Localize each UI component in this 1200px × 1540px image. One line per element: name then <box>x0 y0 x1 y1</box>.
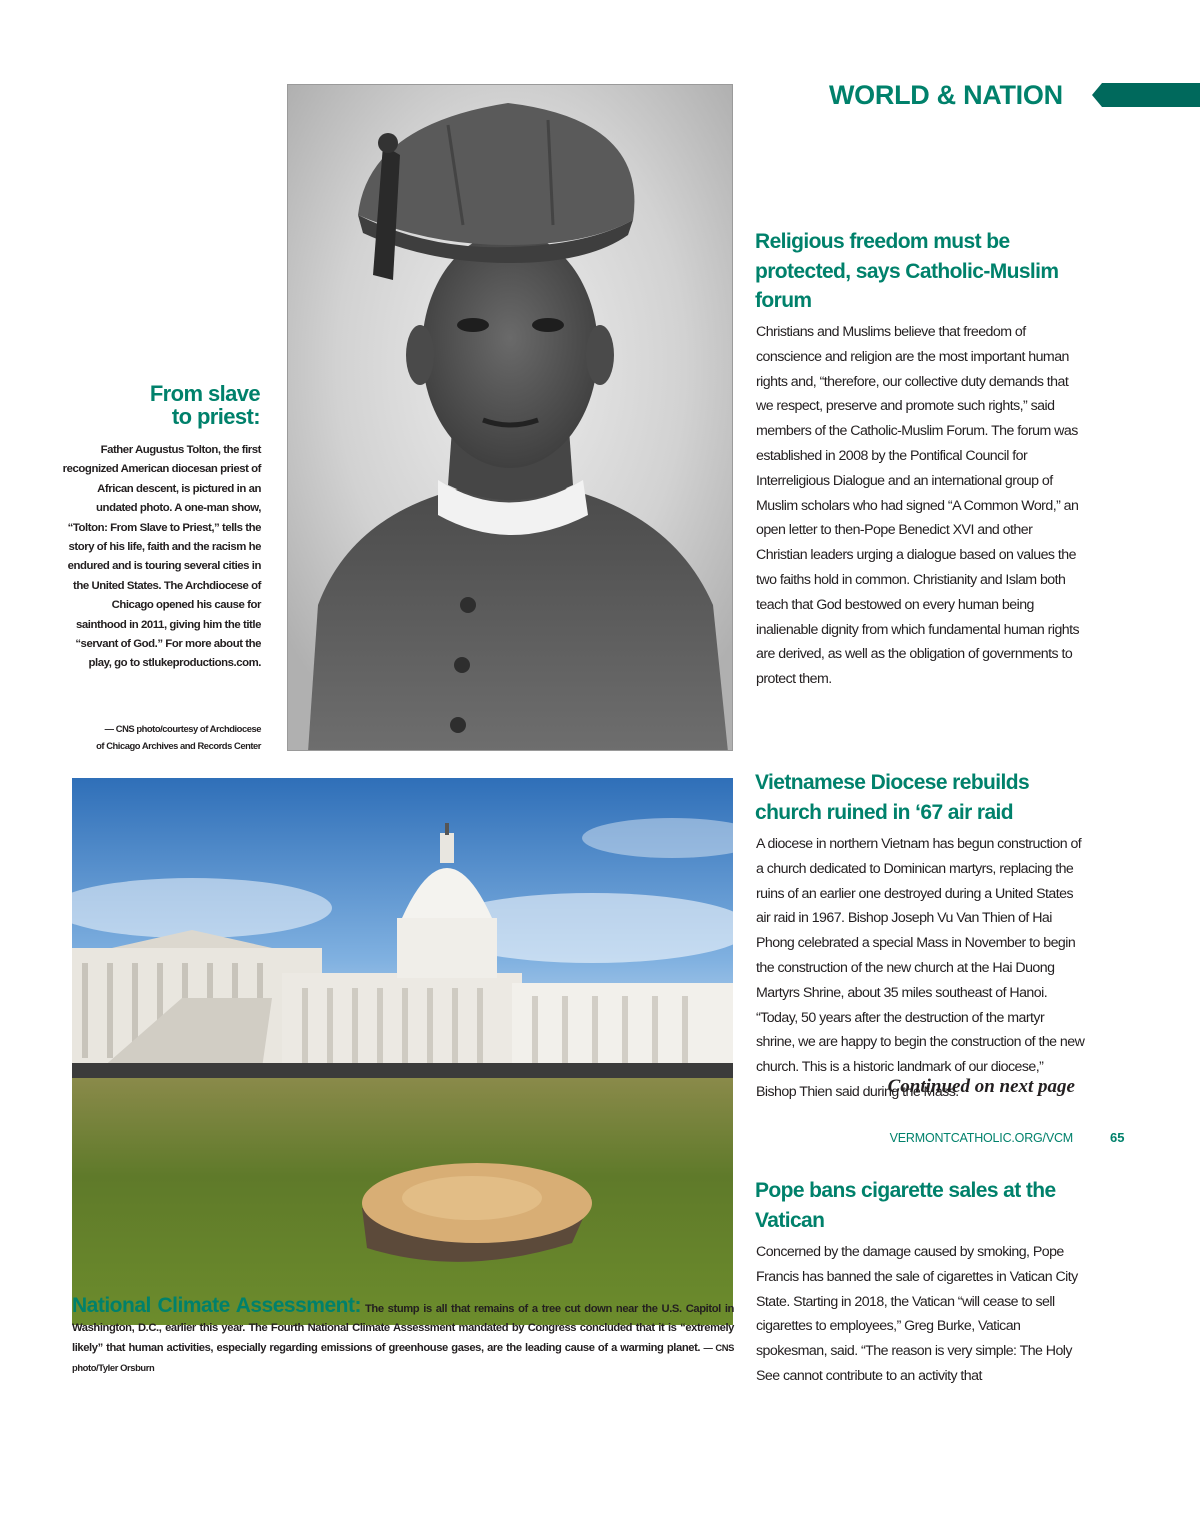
sidebar-title-line2: to priest: <box>171 404 260 429</box>
capitol-photo <box>72 778 733 1325</box>
climate-caption-text: The stump is all that remains of a tree cut down near the U.S. Capitol in Washington, D.C., earlier this year. The Fourth National Climate Assessment mandated by Congress concluded that it is “extremely likely” that human activities, especially regarding emissions of greenhouse gases, are the leading cause of a warming planet. <box>72 1303 734 1354</box>
article-2-body: A diocese in northern Vietnam has begun construction of a church dedicated to Dominican martyrs, replacing the ruins of an earlier one destroyed during a United States air raid in 1967. Bishop Joseph Vu Van Thien of Hai Phong celebrated a special Mass in November to begin the construction of the new church at the Hai Duong Martyrs Shrine, about 35 miles southeast of Hanoi. “Today, 50 years after the destruction of the martyr shrine, we are happy to begin the construction of the new church. This is a historic landmark of our diocese,” Bishop Thien said during the Mass. <box>756 836 1085 1100</box>
sidebar-credit-line2: of Chicago Archives and Records Center <box>96 740 261 751</box>
section-tab-marker <box>1092 83 1200 107</box>
continued-note: Continued on next page <box>887 1076 1075 1097</box>
climate-caption <box>72 1296 734 1378</box>
sidebar-credit-line1: — CNS photo/courtesy of Archdiocese <box>104 723 261 734</box>
capitol-illustration <box>72 778 733 1325</box>
sidebar-title-line1: From slave <box>149 381 260 406</box>
article-3-headline: Pope bans cigarette sales at the Vatican <box>755 1179 1056 1232</box>
sidebar-title <box>90 382 260 428</box>
portrait-illustration <box>288 85 733 751</box>
sidebar-caption: Father Augustus Tolton, the first recognized American diocesan priest of African descent, is pictured in an undated photo. A one-man show, “Tolton: From Slave to Priest,” tells the story of his life, faith and the racism he endured and is touring several cities in the United States. The Archdiocese of Chicago opened his cause for sainthood in 2011, giving him the title “servant of God.” For more about the play, go to stlukeproductions.com. <box>62 444 261 670</box>
article-1-headline: Religious freedom must be protected, says Catholic-Muslim forum <box>755 230 1059 312</box>
article-3-body: Concerned by the damage caused by smoking, Pope Francis has banned the sale of cigarettes in Vatican City State. Starting in 2018, the Vatican “will cease to sell cigarettes to employees,” Greg Burke, Vatican spokesman, said. “The reason is very simple: The Holy See cannot contribute to an activity that <box>756 1244 1078 1384</box>
climate-heading: National Climate Assessment: <box>72 1294 361 1317</box>
section-title: WORLD & NATION <box>829 80 1063 110</box>
article-2-headline: Vietnamese Diocese rebuilds church ruined in ‘67 air raid <box>755 771 1030 824</box>
article-1-body: Christians and Muslims believe that freedom of conscience and religion are the most important human rights and, “therefore, our collective duty demands that we respect, preserve and promote such rights,” said members of the Catholic-Muslim Forum. The forum was established in 2008 by the Pontifical Council for Interreligious Dialogue and an international group of Muslim scholars who had signed “A Common Word,” an open letter to then-Pope Benedict XVI and other Christian leaders urging a dialogue based on values the two faiths hold in common. Christianity and Islam both teach that God bestowed on every human being inalienable dignity from which fundamental human rights are derived, as well as the obligation of governments to protect them. <box>756 324 1080 688</box>
climate-credit: — CNS photo/Tyler Orsburn <box>72 1342 735 1373</box>
page-number: 65 <box>1110 1130 1125 1145</box>
footer-url[interactable]: VERMONTCATHOLIC.ORG/VCM <box>889 1131 1073 1145</box>
portrait-photo <box>287 84 733 751</box>
sidebar-credit <box>40 720 261 754</box>
